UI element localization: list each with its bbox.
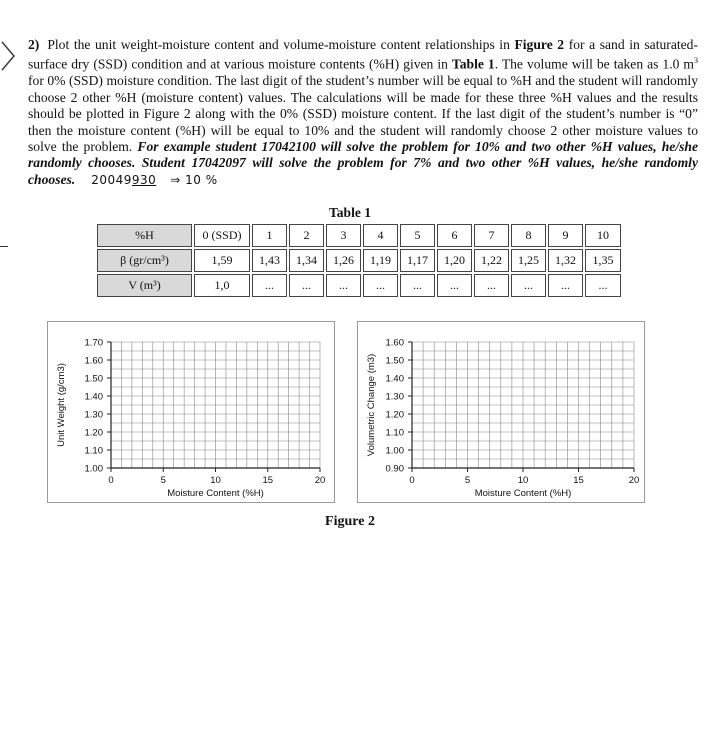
unit-weight-chart xyxy=(47,321,335,503)
chart-1-y-tick-label: 1.40 xyxy=(385,373,404,385)
table-cell: 1,0 xyxy=(194,274,250,297)
table-cell: ... xyxy=(289,274,324,297)
chart-0-y-tick-label: 1.40 xyxy=(84,391,103,403)
table-cell: ... xyxy=(474,274,509,297)
table-cell: 1,22 xyxy=(474,249,509,272)
table-cell: 1,35 xyxy=(585,249,621,272)
table-cell: ... xyxy=(437,274,472,297)
problem-text-3: . The volume will be taken as 1.0 m xyxy=(494,56,694,72)
chart-1-x-tick-label: 15 xyxy=(573,475,584,486)
chart-0-x-tick-label: 20 xyxy=(314,475,326,486)
superscript-3: 3 xyxy=(694,56,698,66)
chart-1-y-tick-label: 1.00 xyxy=(385,445,404,457)
chart-0-y-tick-label: 1.00 xyxy=(84,463,103,475)
table-cell: 3 xyxy=(326,224,361,247)
table-cell: ... xyxy=(363,274,398,297)
table-cell: ... xyxy=(585,274,621,297)
table-title: Table 1 xyxy=(329,205,371,220)
volumetric-change-chart-svg xyxy=(358,322,644,502)
table-cell: 8 xyxy=(511,224,546,247)
table-cell: 1,26 xyxy=(326,249,361,272)
chart-0-x-tick-label: 5 xyxy=(160,475,166,486)
table-row-header: V (m³) xyxy=(97,274,192,297)
table-cell: ... xyxy=(400,274,435,297)
table-cell: 1,19 xyxy=(363,249,398,272)
handwritten-number-prefix: 20049 xyxy=(91,172,132,187)
chart-0-x-axis-label: Moisture Content (%H) xyxy=(167,488,264,499)
table-cell: 0 (SSD) xyxy=(194,224,250,247)
table-cell: ... xyxy=(511,274,546,297)
problem-number: 2) xyxy=(28,37,40,52)
chart-0-x-tick-label: 15 xyxy=(262,475,274,486)
chart-1-x-tick-label: 5 xyxy=(464,475,471,486)
table-ref: Table 1 xyxy=(451,56,495,72)
chart-0-y-tick-label: 1.20 xyxy=(84,427,103,439)
chart-1-y-tick-label: 1.50 xyxy=(385,355,404,367)
chart-1-x-axis-label: Moisture Content (%H) xyxy=(474,488,572,499)
chart-0-x-tick-label: 0 xyxy=(108,475,114,486)
table-cell: 2 xyxy=(289,224,324,247)
table-cell: ... xyxy=(326,274,361,297)
chart-1-y-axis-label: Volumetric Change (m3) xyxy=(366,353,377,457)
table-cell: ... xyxy=(252,274,287,297)
problem-text-2: for a sand in saturated-surface dry (SSD) condition and at various moisture contents (%H) given in xyxy=(28,37,698,72)
table-cell: 10 xyxy=(585,224,621,247)
table-cell: 1,32 xyxy=(548,249,583,272)
chart-1-y-tick-label: 1.10 xyxy=(385,427,404,439)
chart-0-y-tick-label: 1.10 xyxy=(84,445,103,457)
chart-1-x-tick-label: 20 xyxy=(628,475,640,486)
table-cell: 9 xyxy=(548,224,583,247)
problem-text-1: Plot the unit weight-moisture content and volume-moisture content relationships in xyxy=(47,37,515,52)
chart-0-y-tick-label: 1.30 xyxy=(84,409,103,421)
figure-label: Figure 2 xyxy=(325,514,375,529)
problem-text-4: for 0% (SSD) moisture condition. The last digit of the student’s number will be equal to %H and the student will randomly choose 2 other %H (moisture content) values. The calculations will be made for these three %H values and the results should be plotted in Figure 2 along with the 0% (SSD) moisture content. If the last digit of the student’s number is “0” then the moisture content (%H) will be equal to 10% and the student will randomly choose 2 other moisture values to solve the problem. xyxy=(28,73,698,154)
handwritten-number-underlined: 930 xyxy=(131,172,157,187)
table-cell: 6 xyxy=(437,224,472,247)
table-row-header: %H xyxy=(97,224,192,247)
chart-1-x-tick-label: 10 xyxy=(517,475,529,486)
table-cell: 5 xyxy=(400,224,435,247)
handwritten-result: ⇒ 10 % xyxy=(170,172,218,187)
chart-1-y-tick-label: 0.90 xyxy=(385,463,404,475)
table-cell: 1,25 xyxy=(511,249,546,272)
table-row-header: β (gr/cm³) xyxy=(97,249,192,272)
chart-0-x-tick-label: 10 xyxy=(210,475,221,486)
table-row xyxy=(97,274,621,297)
table-cell: 1,17 xyxy=(400,249,435,272)
chevron-right-icon xyxy=(0,36,20,76)
chart-0-y-tick-label: 1.70 xyxy=(84,337,103,349)
chart-1-y-tick-label: 1.60 xyxy=(385,337,404,349)
handwritten-note xyxy=(91,173,217,187)
table-cell: 1,20 xyxy=(437,249,472,272)
chart-0-y-tick-label: 1.60 xyxy=(84,355,103,367)
unit-weight-chart-svg xyxy=(48,322,334,502)
example-italic-text: For example student 17042100 will solve the problem for 10% and two other %H values, he/she randomly chooses. Student 17042097 will solve the problem for 7% and two other %H values, he/she randomly chooses. xyxy=(28,138,698,187)
table-row xyxy=(97,249,621,272)
volumetric-change-chart xyxy=(357,321,645,503)
table-cell: 7 xyxy=(474,224,509,247)
table-row xyxy=(97,224,621,247)
chart-1-x-tick-label: 0 xyxy=(409,475,415,486)
data-table xyxy=(95,222,623,299)
problem-paragraph xyxy=(28,37,698,188)
chart-1-y-tick-label: 1.30 xyxy=(385,391,404,403)
table-cell: 4 xyxy=(363,224,398,247)
table-cell: 1,59 xyxy=(194,249,250,272)
table-cell: 1 xyxy=(252,224,287,247)
table-cell: ... xyxy=(548,274,583,297)
figure-ref: Figure 2 xyxy=(514,37,565,52)
chart-0-y-axis-label: Unit Weight (g/cm3) xyxy=(56,363,67,447)
table-cell: 1,43 xyxy=(252,249,287,272)
chart-1-y-tick-label: 1.20 xyxy=(385,409,404,421)
table-cell: 1,34 xyxy=(289,249,324,272)
margin-dash xyxy=(0,246,8,247)
chart-0-y-tick-label: 1.50 xyxy=(84,373,103,385)
